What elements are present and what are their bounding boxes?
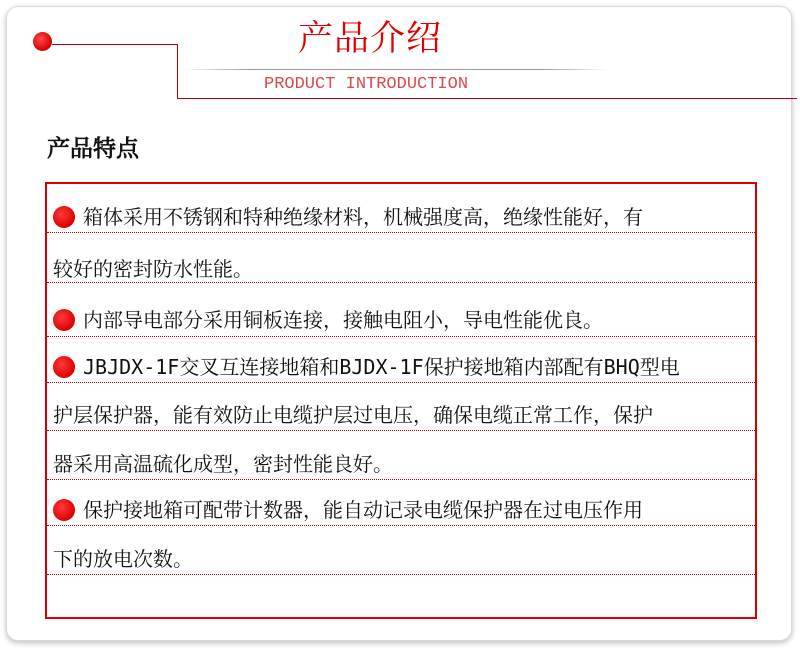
feature-1-line-2: 较好的密封防水性能。 [53,257,253,281]
section-title: 产品特点 [47,136,139,162]
header-divider-left [52,44,178,45]
dotted-divider [47,574,755,575]
dotted-divider [47,479,755,480]
dotted-divider [47,282,755,283]
feature-2-line-1: 内部导电部分采用铜板连接，接触电阻小，导电性能优良。 [53,304,757,336]
red-bullet-icon [53,206,75,228]
red-bullet-icon [53,309,75,331]
dotted-divider [47,336,755,337]
dotted-divider [47,232,755,233]
red-dot-icon [33,32,52,51]
dotted-divider [47,525,755,526]
header-divider-bottom [177,98,797,99]
feature-3-line-1: JBJDX-1F交叉互连接地箱和BJDX-1F保护接地箱内部配有BHQ型电 [53,351,757,383]
red-bullet-icon [53,499,75,521]
red-bullet-icon [53,356,75,378]
feature-3-line-3: 器采用高温硫化成型，密封性能良好。 [53,452,393,476]
feature-1-line-1: 箱体采用不锈钢和特种绝缘材料，机械强度高，绝缘性能好，有 [53,201,757,233]
dotted-divider [47,382,755,383]
feature-3-line-2: 护层保护器，能有效防止电缆护层过电压，确保电缆正常工作，保护 [53,403,653,427]
dotted-divider [47,430,755,431]
feature-4-line-1: 保护接地箱可配带计数器，能自动记录电缆保护器在过电压作用 [53,494,757,526]
page-subtitle: PRODUCT INTRODUCTION [264,75,469,94]
header-divider-vertical [177,44,178,99]
feature-4-line-2: 下的放电次数。 [53,547,193,571]
title-underline [183,69,608,70]
page-title: 产品介绍 [298,19,443,59]
